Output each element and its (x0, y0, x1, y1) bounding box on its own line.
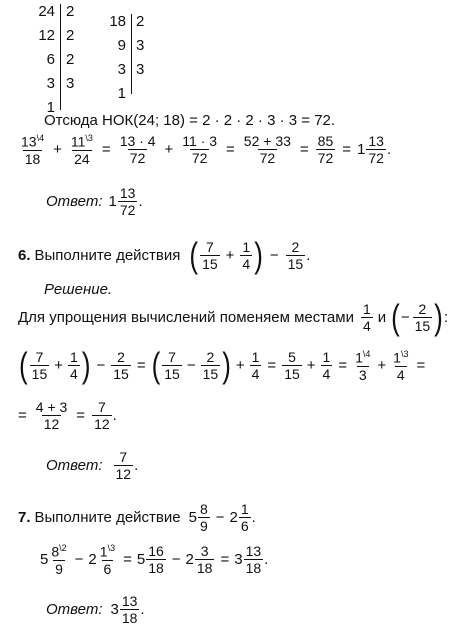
equals-sign: = (416, 357, 426, 375)
answer-label: Ответ: (46, 601, 103, 618)
num: 2 (206, 349, 215, 366)
minus-sign: − (96, 357, 106, 375)
factor24-divider (60, 4, 61, 110)
num: 4 + 3 (35, 399, 68, 415)
factor18-right-0: 2 (136, 13, 145, 30)
num: 16 (148, 543, 164, 560)
equals-sign: = (267, 357, 277, 375)
factor18-right-1: 3 (136, 37, 145, 54)
num: 11 (70, 133, 86, 150)
paren-close: ) (222, 344, 231, 386)
task-text: Выполните действия (34, 247, 181, 264)
num: 1 (322, 349, 331, 366)
den: 6 (240, 518, 249, 534)
fraction-2-15 (413, 302, 433, 333)
extra-multiplier: \3 (107, 543, 116, 553)
fraction-52p33-72 (242, 134, 293, 165)
paren-open: ( (151, 344, 161, 386)
fraction-4p3-12 (34, 400, 70, 431)
answer-3 (46, 594, 145, 625)
plus-sign: + (377, 357, 387, 375)
num: 3 (200, 543, 209, 560)
minus-sign: − (269, 247, 279, 264)
num: 1 (242, 239, 251, 255)
mixed-whole: 1 (357, 141, 366, 159)
den: 6 (103, 560, 112, 577)
fraction-7-12 (92, 400, 112, 431)
num: 1 (240, 501, 249, 517)
den: 72 (119, 202, 136, 218)
fraction (250, 350, 262, 381)
fraction-13x4-72 (118, 134, 158, 165)
factor24-left-4: 1 (46, 99, 55, 116)
den: 15 (287, 256, 304, 272)
fraction (30, 350, 50, 381)
mixed-whole: 3 (110, 601, 119, 618)
extra-multiplier: \3 (85, 133, 93, 143)
minus-sign: − (215, 509, 225, 526)
plus-sign: + (306, 357, 316, 375)
plus-sign: + (54, 357, 64, 375)
den: 15 (31, 366, 48, 383)
den: 24 (74, 150, 90, 167)
fraction-2-15 (286, 240, 306, 271)
paren-close: ) (434, 296, 443, 338)
plus-sign: + (164, 141, 174, 159)
num: 1 (251, 349, 260, 366)
num: 2 (117, 349, 125, 366)
plus-sign: + (53, 141, 62, 159)
mixed-whole: 5 (40, 551, 49, 569)
period: . (140, 601, 145, 618)
equals-sign: = (101, 141, 111, 159)
num: 1 (70, 349, 78, 366)
fraction (391, 350, 410, 382)
extra-multiplier: \2 (59, 543, 67, 553)
mixed-whole: 5 (188, 509, 197, 526)
den: 18 (148, 560, 164, 577)
task-text: Выполните действие (34, 509, 181, 526)
factor18-left-2: 3 (117, 61, 126, 78)
den: 12 (43, 416, 60, 432)
equation-7 (40, 544, 268, 576)
answer-1 (46, 186, 143, 217)
paren-open: ( (391, 296, 400, 338)
factor24-right-2: 2 (66, 51, 75, 68)
simplify-line (18, 296, 449, 338)
fraction (321, 350, 333, 381)
mixed-whole: 2 (88, 551, 97, 569)
factor18-divider (131, 14, 132, 94)
den: 4 (70, 366, 78, 383)
answer-fraction (114, 450, 134, 481)
plus-sign: + (225, 247, 235, 264)
num: 52 + 33 (243, 133, 291, 150)
equals-sign: = (76, 407, 86, 424)
paren-open: ( (189, 234, 199, 276)
period: . (138, 193, 143, 210)
fraction (244, 544, 264, 575)
minus-sign: − (400, 309, 410, 326)
den: 15 (202, 256, 218, 272)
factor18-dividends (104, 10, 126, 106)
den: 3 (358, 366, 367, 383)
period: . (134, 457, 139, 474)
factor24-right-0: 2 (66, 3, 75, 20)
fraction (68, 350, 80, 381)
answer-fraction (120, 594, 140, 625)
fraction-7-15 (200, 240, 220, 271)
plus-sign: + (235, 357, 245, 375)
den: 18 (24, 150, 41, 167)
num: 7 (35, 349, 44, 366)
mixed-whole: 2 (185, 551, 194, 569)
equation-6b (18, 400, 117, 431)
den: 15 (414, 318, 431, 334)
den: 15 (113, 366, 129, 383)
colon: : (443, 309, 449, 326)
paren-close: ) (81, 344, 91, 386)
factor18-left-0: 18 (109, 13, 126, 30)
task-6 (18, 234, 311, 276)
num: 8 (199, 501, 208, 517)
num: 5 (288, 349, 296, 366)
period: . (386, 141, 392, 159)
num: 7 (205, 239, 214, 255)
extra-multiplier: \3 (400, 349, 409, 359)
fraction-13-72 (366, 134, 386, 165)
fraction-1-6 (239, 502, 251, 533)
den: 15 (164, 366, 180, 383)
fraction-11x3-72 (180, 134, 219, 165)
factor18-right-2: 3 (136, 61, 145, 78)
num: 2 (291, 239, 300, 255)
factor24-right-3: 3 (66, 75, 75, 92)
mixed-whole: 2 (229, 509, 238, 526)
sum-equation (18, 134, 391, 166)
den: 9 (199, 518, 208, 534)
fraction (111, 350, 131, 381)
den: 12 (94, 416, 110, 432)
den: 4 (362, 318, 371, 334)
fraction (195, 544, 215, 575)
fraction (49, 544, 68, 576)
den: 18 (245, 560, 262, 577)
period: . (251, 509, 256, 526)
num: 13 (21, 133, 37, 150)
den: 15 (284, 366, 300, 383)
den: 4 (251, 366, 260, 383)
equals-sign: = (220, 551, 230, 569)
mixed-whole: 5 (136, 551, 146, 569)
fraction (282, 350, 302, 381)
mixed-whole: 1 (108, 193, 117, 210)
den: 72 (317, 150, 334, 167)
num: 13 (245, 543, 262, 560)
equation-6a (18, 344, 426, 386)
factor24-left-0: 24 (38, 3, 55, 20)
num: 7 (119, 449, 128, 465)
equals-sign: = (136, 357, 146, 375)
fraction-1-4 (240, 240, 252, 271)
extra-multiplier: \4 (36, 133, 45, 143)
factor24-divisors (66, 0, 74, 96)
task-number: 6. (18, 247, 31, 264)
fraction-8-9 (198, 502, 210, 533)
den: 15 (202, 366, 219, 383)
equals-sign: = (226, 141, 235, 159)
num: 1 (362, 301, 371, 317)
simplify-text: Для упрощения вычислений поменяем местами (18, 309, 354, 326)
num: 13 (368, 133, 384, 150)
period: . (264, 551, 269, 569)
equals-sign: = (299, 141, 309, 159)
factor18-divisors (136, 10, 144, 82)
equals-sign: = (338, 357, 348, 375)
task-number: 7. (18, 509, 31, 526)
paren-close: ) (254, 234, 263, 276)
lcm-line: Отсюда НОК(24; 18) = 2 · 2 · 2 · 3 · 3 = 72. (44, 112, 336, 129)
den: 4 (242, 256, 251, 272)
factor24-left-1: 12 (38, 27, 55, 44)
den: 18 (121, 610, 138, 626)
den: 4 (322, 366, 331, 383)
factor24-right-1: 2 (66, 27, 75, 44)
factor24-left-2: 6 (46, 51, 55, 68)
answer-label: Ответ: (46, 193, 103, 210)
fraction-1-4 (361, 302, 373, 333)
period: . (112, 407, 117, 424)
factor18-left-3: 1 (117, 85, 126, 102)
fraction (162, 350, 182, 381)
den: 72 (191, 150, 208, 167)
extra-multiplier: \4 (362, 349, 371, 359)
minus-sign: − (186, 357, 196, 375)
den: 4 (396, 366, 405, 383)
minus-sign: − (171, 551, 181, 569)
num: 7 (97, 399, 106, 415)
solution-label: Решение. (44, 281, 113, 298)
factor24-left-3: 3 (46, 75, 55, 92)
and-word: и (377, 309, 387, 326)
task-7 (18, 502, 256, 533)
den: 12 (115, 466, 132, 482)
fraction (98, 544, 117, 576)
answer-label: Ответ: (46, 457, 103, 474)
fraction (353, 350, 372, 382)
num: 1 (393, 349, 401, 366)
fraction (146, 544, 166, 575)
num: 11 · 3 (182, 133, 218, 150)
fraction-85-72 (316, 134, 336, 165)
den: 9 (55, 560, 63, 577)
num: 13 (121, 593, 138, 609)
den: 72 (368, 150, 384, 167)
num: 13 (119, 185, 136, 201)
mixed-whole: 3 (234, 551, 243, 569)
den: 72 (129, 150, 146, 167)
den: 18 (196, 560, 213, 577)
answer-2 (46, 450, 138, 481)
period: . (306, 247, 311, 264)
fraction (201, 350, 221, 381)
num: 13 · 4 (119, 133, 156, 150)
num: 85 (317, 133, 334, 150)
fraction-13-18 (19, 134, 46, 166)
minus-sign: − (74, 551, 84, 569)
num: 2 (418, 301, 427, 317)
factor18-left-1: 9 (117, 37, 126, 54)
num: 1 (99, 543, 108, 560)
factor24-dividends (33, 0, 55, 120)
num: 8 (51, 543, 60, 560)
paren-open: ( (19, 344, 28, 386)
fraction-11-24 (69, 134, 95, 166)
equals-sign: = (123, 551, 132, 569)
equals-sign: = (18, 407, 27, 424)
num: 7 (168, 349, 176, 366)
answer-fraction (118, 186, 138, 217)
num: 1 (355, 349, 363, 366)
equals-sign: = (342, 141, 352, 159)
den: 72 (259, 150, 276, 167)
